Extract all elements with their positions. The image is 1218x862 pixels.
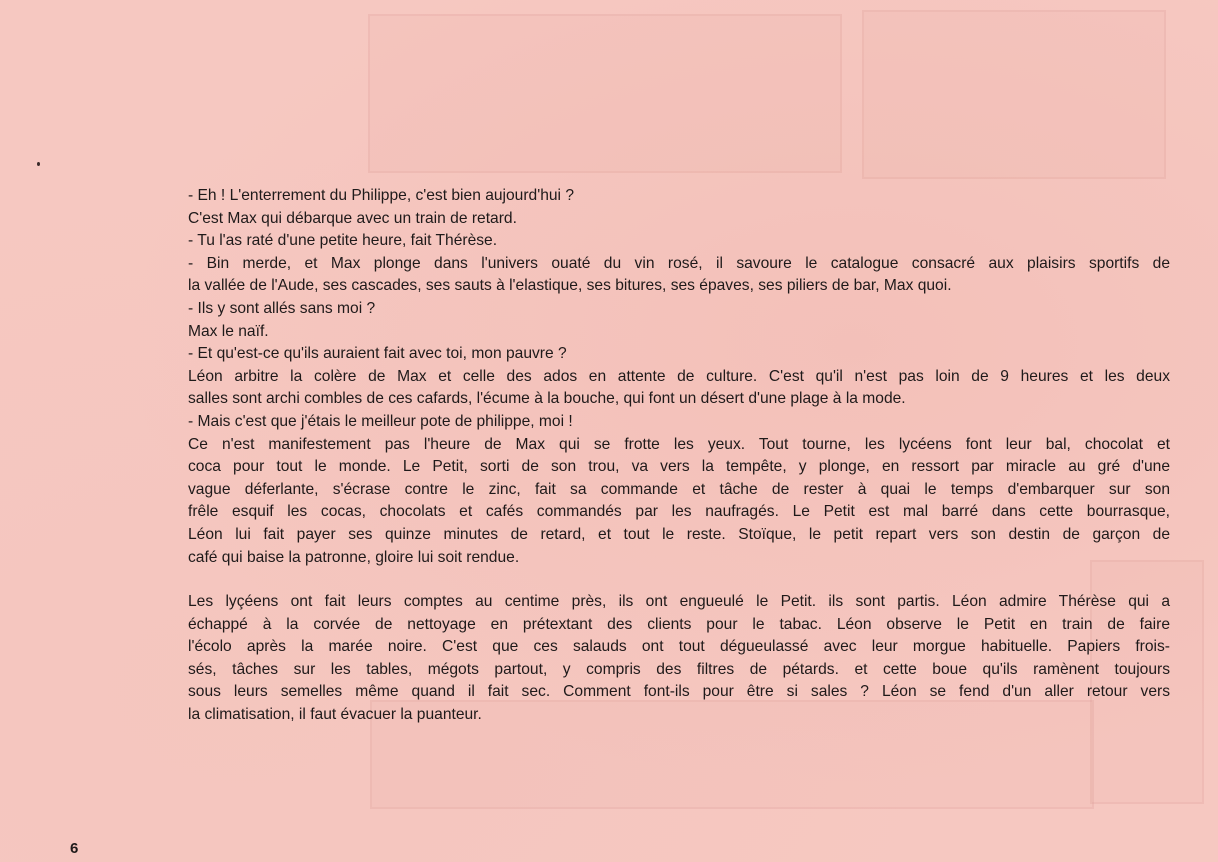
text-line: sous leurs semelles même quand il fait sec. Comment font-ils pour être si sales ? Léon se fend d'un aller retour vers — [188, 683, 1170, 701]
background-print-ghost — [862, 10, 1166, 179]
text-line: - Ils y sont allés sans moi ? — [188, 299, 376, 317]
text-line: frêle esquif les cocas, chocolats et cafés commandés par les naufragés. Le Petit est mal barré dans cette bourrasque, — [188, 503, 1170, 521]
text-line: sés, tâches sur les tables, mégots partout, y compris des filtres de pétards. et cette boue qu'ils ramènent toujours — [188, 660, 1170, 678]
page-number: 6 — [70, 840, 79, 857]
text-line: coca pour tout le monde. Le Petit, sorti de son trou, va vers la tempête, y plonge, en ressort par miracle au gré d'une — [188, 458, 1170, 476]
text-line: - Bin merde, et Max plonge dans l'univers ouaté du vin rosé, il savoure le catalogue consacré aux plaisirs sportifs de — [188, 254, 1170, 272]
text-line: vague déferlante, s'écrase contre le zinc, fait sa commande et tâche de rester à quai le temps d'embarquer sur son — [188, 480, 1170, 498]
text-line: Léon lui fait payer ses quinze minutes de retard, et tout le reste. Stoïque, le petit repart vers son destin de garçon de — [188, 525, 1170, 543]
background-print-ghost — [368, 14, 842, 173]
text-line: échappé à la corvée de nettoyage en prétextant des clients pour le tabac. Léon observe le Petit en train de faire — [188, 615, 1170, 633]
text-line: - Tu l'as raté d'une petite heure, fait Thérèse. — [188, 232, 498, 250]
text-line: - Et qu'est-ce qu'ils auraient fait avec toi, mon pauvre ? — [188, 345, 567, 363]
body-text — [188, 185, 1170, 727]
text-line: - Eh ! L'enterrement du Philippe, c'est bien aujourd'hui ? — [188, 187, 575, 204]
ink-speck — [37, 162, 40, 166]
text-line: café qui baise la patronne, gloire lui soit rendue. — [188, 548, 520, 566]
text-line: - Mais c'est que j'étais le meilleur pote de philippe, moi ! — [188, 412, 573, 430]
text-line: Ce n'est manifestement pas l'heure de Max qui se frotte les yeux. Tout tourne, les lycéens font leur bal, chocolat et — [188, 435, 1170, 453]
text-line: C'est Max qui débarque avec un train de retard. — [188, 209, 517, 227]
text-line: l'écolo après la marée noire. C'est que ces salauds ont tout dégueulassé avec leur morgue habituelle. Papiers frois- — [188, 638, 1170, 656]
text-line: Léon arbitre la colère de Max et celle des ados en attente de culture. C'est qu'il n'est pas loin de 9 heures et les deux — [188, 367, 1170, 385]
text-line: la climatisation, il faut évacuer la puanteur. — [188, 706, 482, 724]
text-line: Max le naïf. — [188, 322, 269, 340]
paragraph-gap — [188, 569, 1170, 591]
text-line: la vallée de l'Aude, ses cascades, ses sauts à l'elastique, ses bitures, ses épaves, ses piliers de bar, Max quoi. — [188, 277, 952, 295]
text-line: salles sont archi combles de ces cafards, l'écume à la bouche, qui font un désert d'une plage à la mode. — [188, 390, 906, 408]
text-line: Les lyçéens ont fait leurs comptes au centime près, ils ont engueulé le Petit. ils sont partis. Léon admire Thérèse qui a — [188, 593, 1170, 611]
